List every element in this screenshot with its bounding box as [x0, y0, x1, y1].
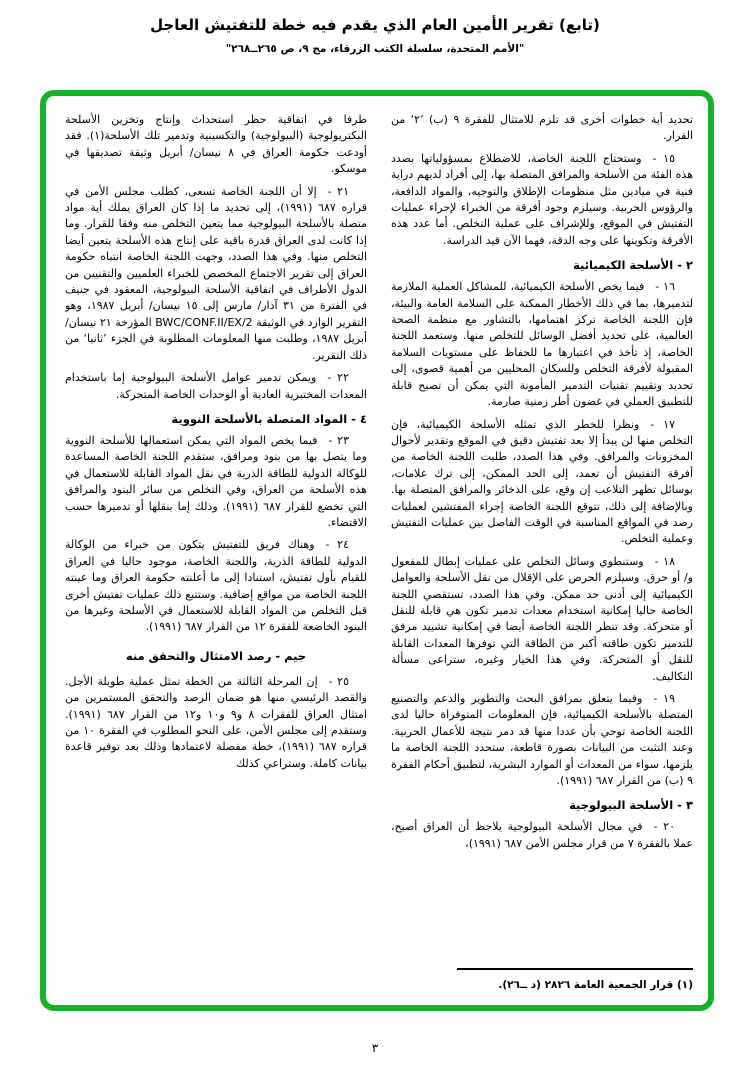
paragraph: ١٦ - فيما يخص الأسلحة الكيميائية، للمشاكل العملية الملازمة لتدميرها، بما في ذلك الأخطار الممكنة على السلامة العامة والبيئة، فإن اللجنة الخاصة تركز اهتمامها، بالتشاور مع منظمة الصحة العالمية، على تحديد أفضل الوسائل للتخلص منها. وستعمد اللجنة الخاصة، إذ تأخذ في اعتبارها ما للحفاظ على مستويات السلامة المقبولة لأفرقة التخلص وللسكان المحليين من أهمية قصوى، إلى تحديد وتقييم تقنيات التدمير المأمونة التي يمكن أن تصبح قابلة للتطبيق العملي في غضون أطر زمنية صارمة.: [391, 280, 693, 409]
paragraph: طرفا في اتفاقية حظر استحداث وإنتاج وتخزين الأسلحة البكتريولوجية (البيولوجية) والتكسينية وتدمير تلك الأسلحة(١). فقد أودعت حكومة العراق في ٨ نيسان/ أبريل وثيقة تصديقها في موسكو.: [65, 113, 367, 176]
paragraph: ١٥ - وستحتاج اللجنة الخاصة، للاضطلاع بمسؤولياتها بصدد هذه الفئة من الأسلحة والمرافق المتصلة بها، إلى أفراد لديهم دراية فنية في ميادين مثل منظومات الإطلاق والتوجيه، والمواد الدافعة، والرؤوس الحربية. وسيلزم وجود أفرقة من الخبراء لإجراء عمليات التفتيش في الموقع، وللإشراف على عملية التخلص. أما عدد هذه الأفرقة وتكوينها على وجه الدقة، فهما الآن قيد الدراسة.: [391, 151, 693, 247]
column-left-text: [65, 112, 367, 778]
paragraph: ٢١ - إلا أن اللجنة الخاصة تسعى، كطلب مجلس الأمن في قراره ٦٨٧ (١٩٩١)، إلى تحديد ما إذا كان العراق يملك أية مواد متصلة بالأسلحة البيولوجية مما يتعين التخلص منه وفقا للقرار. وما إذا كانت لدى العراق قدرة باقية على إنتاج هذه الأسلحة يتعين أيضا التخلص منها. وفي هذا الصدد، وجهت اللجنة الخاصة انتباه حكومة العراق إلى تقرير الاجتماع المخصص للخبراء العلميين والتقنيين من الدول الأطراف في اتفاقية الأسلحة البيولوجية، المعقود في جنيف في الفترة من ٣١ آذار/ مارس إلى ١٥ نيسان/ أبريل ١٩٨٧، وهو التقرير الوارد في الوثيقة BWC/CONF.II/EX/2 المؤرخة ٢١ نيسان/ أبريل ١٩٨٧، وطلبت منها المعلومات المطلوبة في الجزء ’ثانيا‘ من ذلك التقرير.: [65, 184, 367, 362]
paragraph: تحديد أية خطوات أخرى قد تلزم للامتثال للفقرة ٩ (ب) ’٢‘ من القرار.: [391, 113, 693, 143]
footnote-text: (١) قرار الجمعية العامة ٢٨٢٦ (د ــ٢٦).: [498, 979, 693, 991]
paragraph: ١٧ - ونظرا للخطر الذي تمثله الأسلحة الكيميائية، فإن التخلص منها لن يبدأ إلا بعد تفتيش دقيق في الموقع وتقدير لأحوال المخزونات والمرافق. وفي هذا الصدد، طلبت اللجنة الخاصة من أفرقة التفتيش أن تعمد، إلى الحد الممكن، إلى ترك علامات، بوسائل تظهر التلاعب إن وقع، على الذخائر والمرافق المتصلة بها. وبالإضافة إلى ذلك، تتوقع اللجنة الخاصة إجراء المفتشين لعمليات رصد في المواقع المناسبة في الوقت الفاصل بين عمليات التفتيش وعملية التخلص.: [391, 417, 693, 546]
section-heading: ٣ - الأسلحة البيولوجية: [569, 798, 693, 813]
document-subtitle: "الأمم المتحدة، سلسلة الكتب الزرقاء، مج ٩، ص ٢٦٥ــ٢٦٨": [225, 43, 525, 55]
paragraph: ٢٠ - في مجال الأسلحة البيولوجية يلاحظ أن العراق أصبح، عملا بالفقرة ٧ من قرار مجلس الأمن ٦٨٧ (١٩٩١)،: [391, 820, 693, 850]
paragraph: ٢٥ - إن المرحلة الثالثة من الخطة تمثل عملية طويلة الأجل. والقصد الرئيسي منها هو ضمان الرصد والتحقق المستمرين من امتثال العراق للفقرات ٨ و٩ و١٠ و١٢ من القرار ٦٨٧ (١٩٩١). وستقدم إلى مجلس الأمن، على النحو المطلوب في الفقرة ١٠ من قراره ٦٨٧ (١٩٩١)، خطة مفصلة لاعتمادها وذلك بعد توفير قاعدة بيانات كاملة. وستراعي كذلك: [65, 674, 367, 770]
column-right-text: [391, 112, 693, 858]
column-left: [65, 112, 367, 991]
footnote: [391, 960, 693, 991]
page-number: ٣: [371, 1041, 379, 1055]
paragraph: ٢٢ - ويمكن تدمير عوامل الأسلحة البيولوجية إما باستخدام المعدات المختبرية العادية أو الوحدات الخاصة المتحركة.: [65, 371, 367, 401]
section-heading: جيم - رصد الامتثال والتحقق منه: [125, 648, 307, 663]
paragraph: ١٩ - وفيما يتعلق بمرافق البحث والتطوير والدعم والتصنيع المتصلة بالأسلحة الكيميائية، فإن المعلومات المتوفراة حاليا لدى اللجنة الخاصة توحي بأن عددا منها قد دمر نتيجة للأعمال الحربية. وعند التثبت من البيانات بصورة قاطعة، ستحدد اللجنة الخاصة ما يلزمها، سواء من المعدات أو الموارد البشرية، لتطبيق أحكام الفقرة ٩ (ب) من القرار ٦٨٧ (١٩٩١).: [391, 692, 693, 788]
paragraph: ١٨ - وستنطوي وسائل التخلص على عمليات إبطال للمفعول و/ أو حرق. وسيلزم الحرص على الإقلال من نقل الأسلحة والعوامل الكيميائية إلى أدنى حد ممكن. وفي هذا الصدد، تستقصي اللجنة الخاصة حاليا إمكانية استخدام معدات تدمير تكون هي قابلة للنقل أو متحركة. وقد تنظر اللجنة الخاصة أيضا في إمكانية تشييد مرفق للتدمير تكون طاقته أكبر من الطاقة التي توفرها المعدات القابلة للنقل أو المتحركة. وفي هذا الخيار وغيره، ستراعى مسألة التكاليف.: [391, 554, 693, 683]
green-border-frame: [40, 90, 714, 1011]
paragraph: ٢٤ - وهناك فريق للتفتيش يتكون من خبراء من الوكالة الدولية للطاقة الذرية، واللجنة الخاصة، موجود حاليا في العراق للقيام بأول تفتيش، استنادا إلى ما أعلنته حكومة العراق وما عينته اللجنة الخاصة من مواقع إضافية. وستتبع ذلك عمليات تفتيش أخرى قبل التخلص من المواد القابلة للاستعمال في الأسلحة وغيرها من البنود الخاضعة للفقرة ١٢ من القرار ٦٨٧ (١٩٩١).: [65, 538, 367, 634]
document-title: (تابع) تقرير الأمين العام الذي يقدم فيه خطة للتفتيش العاجل: [150, 16, 600, 34]
footnote-divider: [457, 968, 693, 970]
document-header: [0, 16, 750, 55]
section-heading: ٢ - الأسلحة الكيميائية: [573, 258, 693, 273]
section-heading: ٤ - المواد المتصلة بالأسلحة النووية: [171, 411, 367, 426]
column-right: [391, 112, 693, 991]
paragraph: ٢٣ - فيما يخص المواد التي يمكن استعمالها للأسلحة النووية وما يتصل بها من بنود ومرافق، ستقدم اللجنة الخاصة المساعدة للوكالة الدولية للطاقة الذرية في نقل المواد القابلة للاستعمال في هذه الأسلحة من العراق، وفي التخلص من سائر البنود والمرافق التي تخضع للقرار ٦٨٧ (١٩٩١). وذلك إما بنقلها أو تدميرها حسب الاقتضاء.: [65, 433, 367, 529]
